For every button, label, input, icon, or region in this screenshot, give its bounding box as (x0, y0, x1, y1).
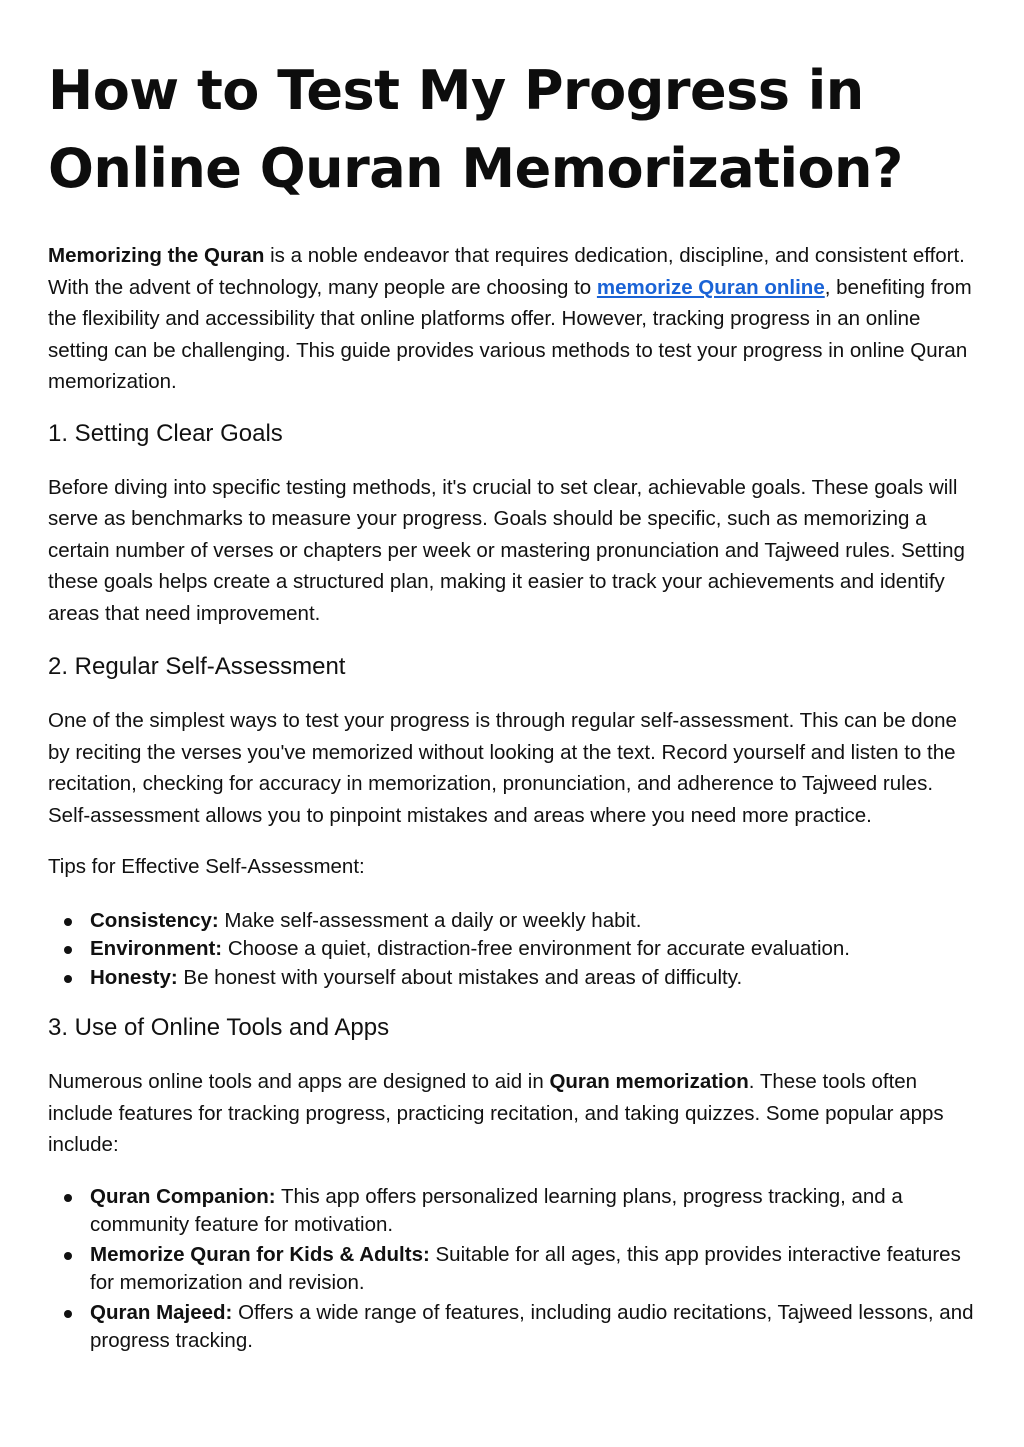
intro-text-2: , benefiting from the flexibility and accessibility that online platforms offer. However, tracking progress in an online setting can be challenging. This guide provides various methods to test your progress in online Quran memorization. (48, 275, 972, 393)
list-item-term: Honesty: (90, 965, 178, 989)
page-title: How to Test My Progress in Online Quran Memorization? (48, 59, 903, 200)
list-item (48, 1183, 978, 1240)
list-item-term: Consistency: (90, 908, 219, 932)
list-item-term: Environment: (90, 937, 223, 960)
intro-bold-lead: Memorizing the Quran (48, 244, 265, 267)
tools-bold: Quran memorization (549, 1070, 749, 1093)
bullet-icon (64, 946, 72, 954)
section-heading-self-assessment: 2. Regular Self-Assessment (48, 653, 346, 680)
apps-list (48, 1183, 978, 1356)
memorize-quran-online-link[interactable]: memorize Quran online (596, 275, 825, 299)
section-paragraph-self-assessment: One of the simplest ways to test your progress is through regular self-assessment. This can be done by reciting the verses you've memorized without looking at the text. Record yourself and listen to the recitation, checking for accuracy in memorization, pronunciation, and adherence to Tajweed rules. Self-assessment allows you to pinpoint mistakes and areas where you need more practice. (48, 709, 957, 827)
section-heading-tools: 3. Use of Online Tools and Apps (48, 1014, 390, 1041)
tools-text-2: . These tools often include features for tracking progress, practicing recitation, and taking quizzes. Some popular apps include: (48, 1070, 944, 1156)
list-item (48, 935, 978, 964)
section-paragraph-tools (48, 1066, 978, 1161)
list-item-term: Quran Companion: (90, 1184, 276, 1208)
article (48, 52, 978, 1357)
list-item-term: Memorize Quran for Kids & Adults: (90, 1242, 430, 1266)
bullet-icon (64, 975, 72, 983)
list-item (48, 964, 978, 993)
list-item-text: Choose a quiet, distraction-free environment for accurate evaluation. (222, 937, 850, 960)
bullet-icon (64, 918, 72, 926)
list-item-text: Offers a wide range of features, including audio recitations, Tajweed lessons, and progress tracking. (90, 1300, 974, 1352)
list-item (48, 1299, 978, 1356)
list-item-text: Suitable for all ages, this app provides interactive features for memorization and revision. (90, 1242, 961, 1294)
list-item-text: Be honest with yourself about mistakes and areas of difficulty. (177, 965, 743, 989)
intro-paragraph (48, 240, 978, 398)
list-item-term: Quran Majeed: (90, 1300, 233, 1324)
intro-text-1: is a noble endeavor that requires dedication, discipline, and consistent effort. With the advent of technology, many people are choosing to (48, 244, 965, 299)
tips-list (48, 907, 978, 993)
bullet-icon (64, 1194, 72, 1202)
section-paragraph-goals: Before diving into specific testing methods, it's crucial to set clear, achievable goals. These goals will serve as benchmarks to measure your progress. Goals should be specific, such as memorizing a certain number of verses or chapters per week or mastering pronunciation and Tajweed rules. Setting these goals helps create a structured plan, making it easier to track your achievements and identify areas that need improvement. (48, 475, 965, 625)
list-item-text: This app offers personalized learning plans, progress tracking, and a community feature for motivation. (90, 1184, 903, 1236)
section-heading-goals: 1. Setting Clear Goals (48, 419, 283, 447)
tips-label: Tips for Effective Self-Assessment: (48, 855, 365, 878)
list-item-text: Make self-assessment a daily or weekly habit. (218, 908, 642, 932)
bullet-icon (64, 1252, 72, 1260)
tools-text-1: Numerous online tools and apps are designed to aid in (48, 1070, 550, 1093)
list-item (48, 907, 978, 936)
bullet-icon (64, 1310, 72, 1318)
list-item (48, 1241, 978, 1298)
